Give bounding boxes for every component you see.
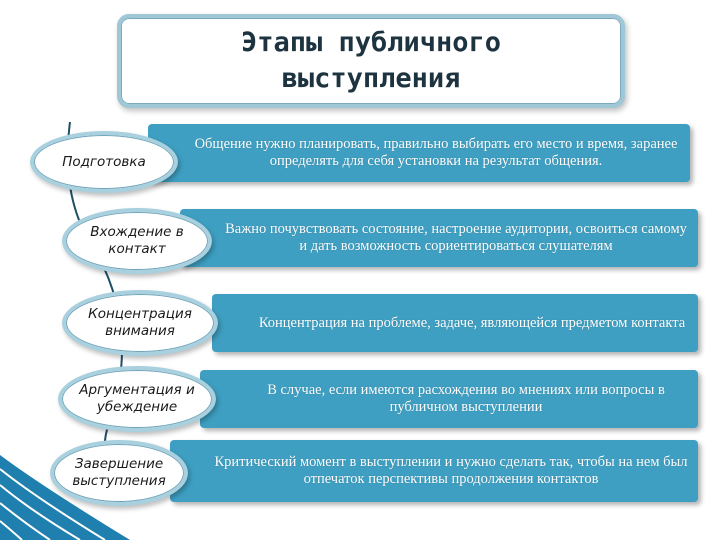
stage-label: Аргументация и убеждение — [79, 382, 195, 415]
title-box — [117, 14, 625, 108]
stage-description-3 — [212, 294, 698, 352]
stage-oval-3 — [62, 290, 218, 356]
stage-label: Концентрация внимания — [88, 306, 192, 339]
stage-label: Вхождение в контакт — [90, 224, 184, 257]
stage-label: Подготовка — [62, 153, 146, 170]
page-title: Этапы публичного выступления — [240, 27, 502, 94]
stage-description-4 — [200, 370, 698, 428]
stage-description-text: Важно почувствовать состояние, настроение аудитории, освоиться самому и дать возможность сориентироваться слушателям — [225, 221, 687, 254]
stage-description-1 — [148, 124, 690, 182]
stage-description-text: В случае, если имеются расхождения во мнениях или вопросы в публичном выступлении — [267, 382, 665, 415]
stage-description-2 — [180, 209, 698, 267]
stage-oval-1 — [30, 131, 178, 193]
stage-description-text: Критический момент в выступлении и нужно сделать так, чтобы на нем был отпечаток перспективы продолжения контактов — [214, 454, 688, 487]
stage-description-text: Общение нужно планировать, правильно выбирать его место и время, заранее определять для себя установки на результат общения. — [194, 136, 678, 169]
stage-oval-5 — [50, 440, 188, 506]
stage-description-5 — [170, 440, 698, 502]
stage-oval-4 — [58, 366, 216, 432]
stage-description-text: Концентрация на проблеме, задаче, являющейся предметом контакта — [258, 314, 686, 331]
stage-oval-2 — [62, 208, 212, 274]
stage-label: Завершение выступления — [72, 456, 166, 489]
